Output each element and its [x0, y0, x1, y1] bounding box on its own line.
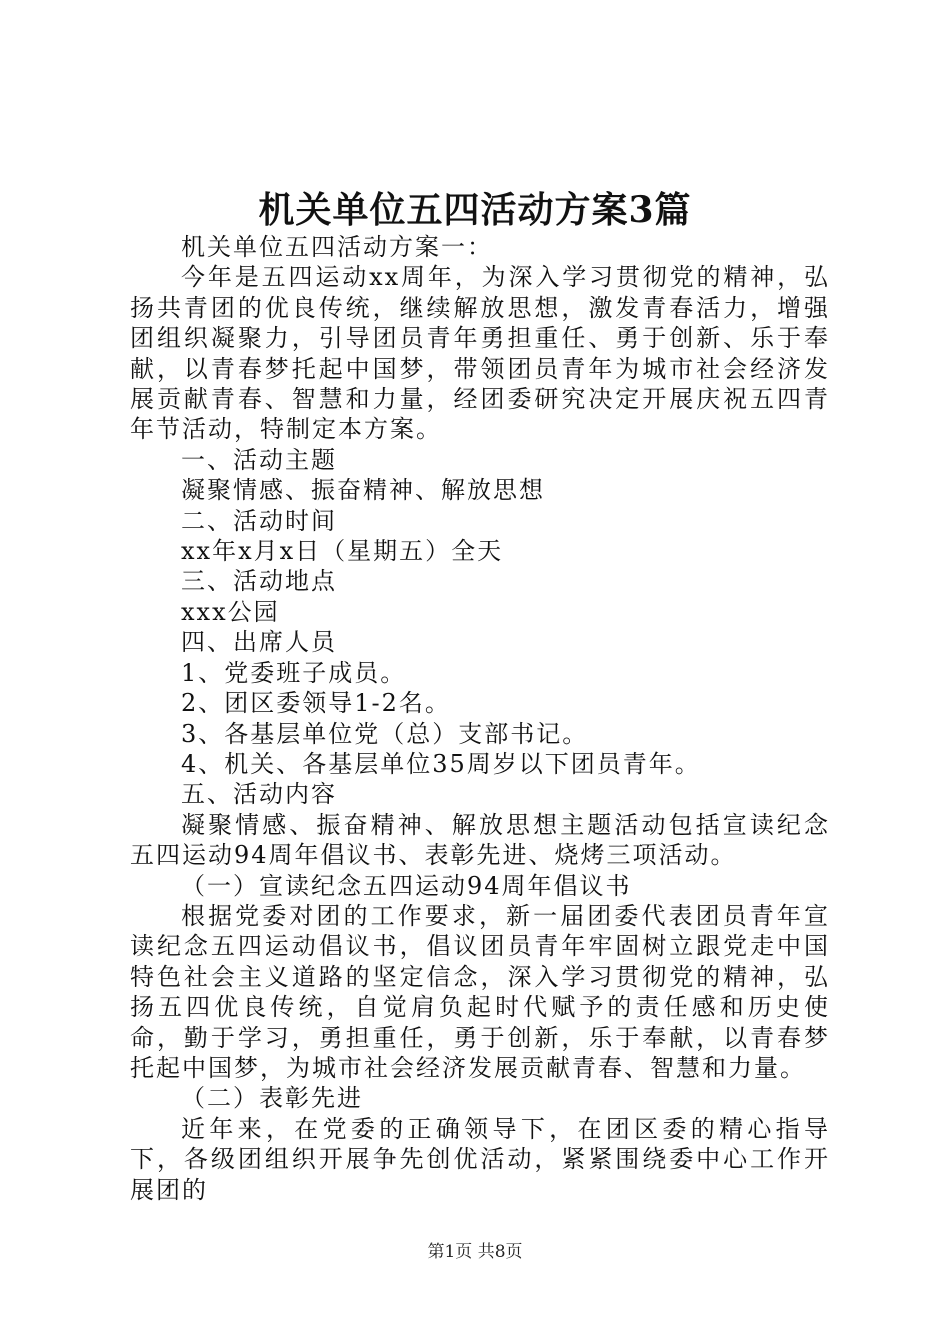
paragraph: xx年x月x日（星期五）全天 — [181, 537, 504, 566]
list-item: 4、机关、各基层单位35周岁以下团员青年。 — [181, 749, 701, 778]
section-heading: 四、出席人员 — [181, 628, 337, 657]
subsection-heading: （一）宣读纪念五四运动94周年倡议书 — [181, 871, 632, 900]
section-heading: 三、活动地点 — [181, 567, 337, 596]
paragraph: 凝聚情感、振奋精神、解放思想主题活动包括宣读纪念五四运动94周年倡议书、表彰先进、烧烤三项活动。 — [130, 810, 830, 870]
list-item: 2、团区委领导1-2名。 — [181, 689, 451, 718]
page-footer: 第1页 共8页 — [427, 1242, 523, 1262]
paragraph: 今年是五四运动xx周年，为深入学习贯彻党的精神，弘扬共青团的优良传统，继续解放思想，激发青春活力，增强团组织凝聚力，引导团员青年勇担重任、勇于创新、乐于奉献，以青春梦托起中国梦，带领团员青年为城市社会经济发展贡献青春、智慧和力量，经团委研究决定开展庆祝五四青年节活动，特制定本方案。 — [130, 263, 830, 444]
section-heading: 一、活动主题 — [181, 445, 337, 474]
subsection-heading: （二）表彰先进 — [181, 1084, 363, 1113]
document-body — [130, 232, 830, 1205]
paragraph: 根据党委对团的工作要求，新一届团委代表团员青年宣读纪念五四运动倡议书，倡议团员青年牢固树立跟党走中国特色社会主义道路的坚定信念，深入学习贯彻党的精神，弘扬五四优良传统，自觉肩负起时代赋予的责任感和历史使命，勤于学习，勇担重任，勇于创新，乐于奉献，以青春梦托起中国梦，为城市社会经济发展贡献青春、智慧和力量。 — [130, 901, 830, 1082]
list-item: 3、各基层单位党（总）支部书记。 — [181, 719, 589, 748]
section-heading: 机关单位五四活动方案一： — [181, 233, 493, 261]
paragraph: 近年来，在党委的正确领导下，在团区委的精心指导下，各级团组织开展争先创优活动，紧紧围绕委中心工作开展团的 — [130, 1114, 830, 1204]
section-heading: 五、活动内容 — [181, 780, 337, 809]
list-item: 1、党委班子成员。 — [181, 658, 407, 687]
paragraph: 凝聚情感、振奋精神、解放思想 — [181, 476, 545, 505]
section-heading: 二、活动时间 — [181, 506, 337, 535]
paragraph: xxx公园 — [181, 597, 280, 626]
document-title: 机关单位五四活动方案3篇 — [258, 189, 692, 231]
